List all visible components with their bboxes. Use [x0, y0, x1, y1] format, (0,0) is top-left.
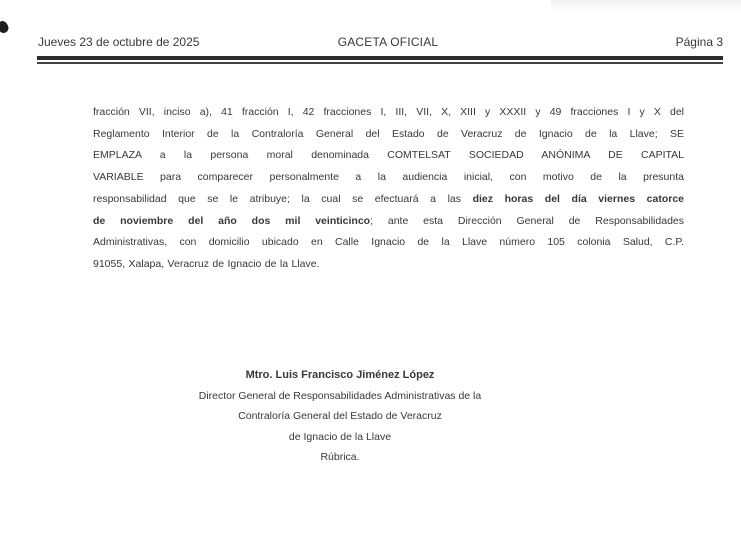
rubric-label: Rúbrica.	[320, 451, 360, 463]
page-header	[37, 33, 723, 51]
body-text-normal: responsabilidad que se le atribuye; la cual se efectuará a las	[93, 192, 473, 205]
header-title: GACETA OFICIAL	[337, 35, 439, 49]
body-line	[93, 189, 684, 211]
signatory-title-line: Contraloría General del Estado de Veracruz	[238, 410, 442, 422]
body-line: fracción VII, inciso a), 41 fracción I, 42 fracciones I, III, VII, X, XIII y XXXII y 49 fracciones I y X del	[93, 106, 684, 118]
header-date: Jueves 23 de octubre de 2025	[38, 35, 200, 49]
body-line: Administrativas, con domicilio ubicado en Calle Ignacio de la Llave número 105 colonia Salud, C.P.	[93, 236, 684, 249]
scan-artifact-mark	[0, 19, 10, 34]
body-text-bold: diez horas del día viernes catorce	[472, 192, 684, 205]
header-page-number: Página 3	[675, 35, 723, 49]
header-rule-thin	[37, 62, 723, 64]
signatory-name: Mtro. Luis Francisco Jiménez López	[245, 369, 435, 381]
body-line: 91055, Xalapa, Veracruz de Ignacio de la Llave.	[93, 257, 320, 270]
body-text-normal: ; ante esta Dirección General de Responsabilidades	[370, 214, 684, 227]
signatory-title-line: de Ignacio de la Llave	[288, 430, 392, 443]
body-line: Reglamento Interior de la Contraloría General del Estado de Veracruz de Ignacio de la Llave; SE	[93, 127, 684, 140]
scan-shadow	[551, 0, 741, 13]
signatory-title-line: Director General de Responsabilidades Administrativas de la	[198, 389, 482, 402]
body-line: EMPLAZA a la persona moral denominada COMTELSAT SOCIEDAD ANÓNIMA DE CAPITAL	[93, 149, 684, 162]
edict-paragraph	[93, 102, 684, 276]
signature-block	[93, 365, 587, 468]
body-text-bold: de noviembre del año dos mil veinticinco	[93, 214, 371, 227]
body-line: VARIABLE para comparecer personalmente a la audiencia inicial, con motivo de la presunta	[93, 171, 684, 184]
header-rule-thick	[37, 56, 723, 60]
body-line	[93, 211, 684, 233]
